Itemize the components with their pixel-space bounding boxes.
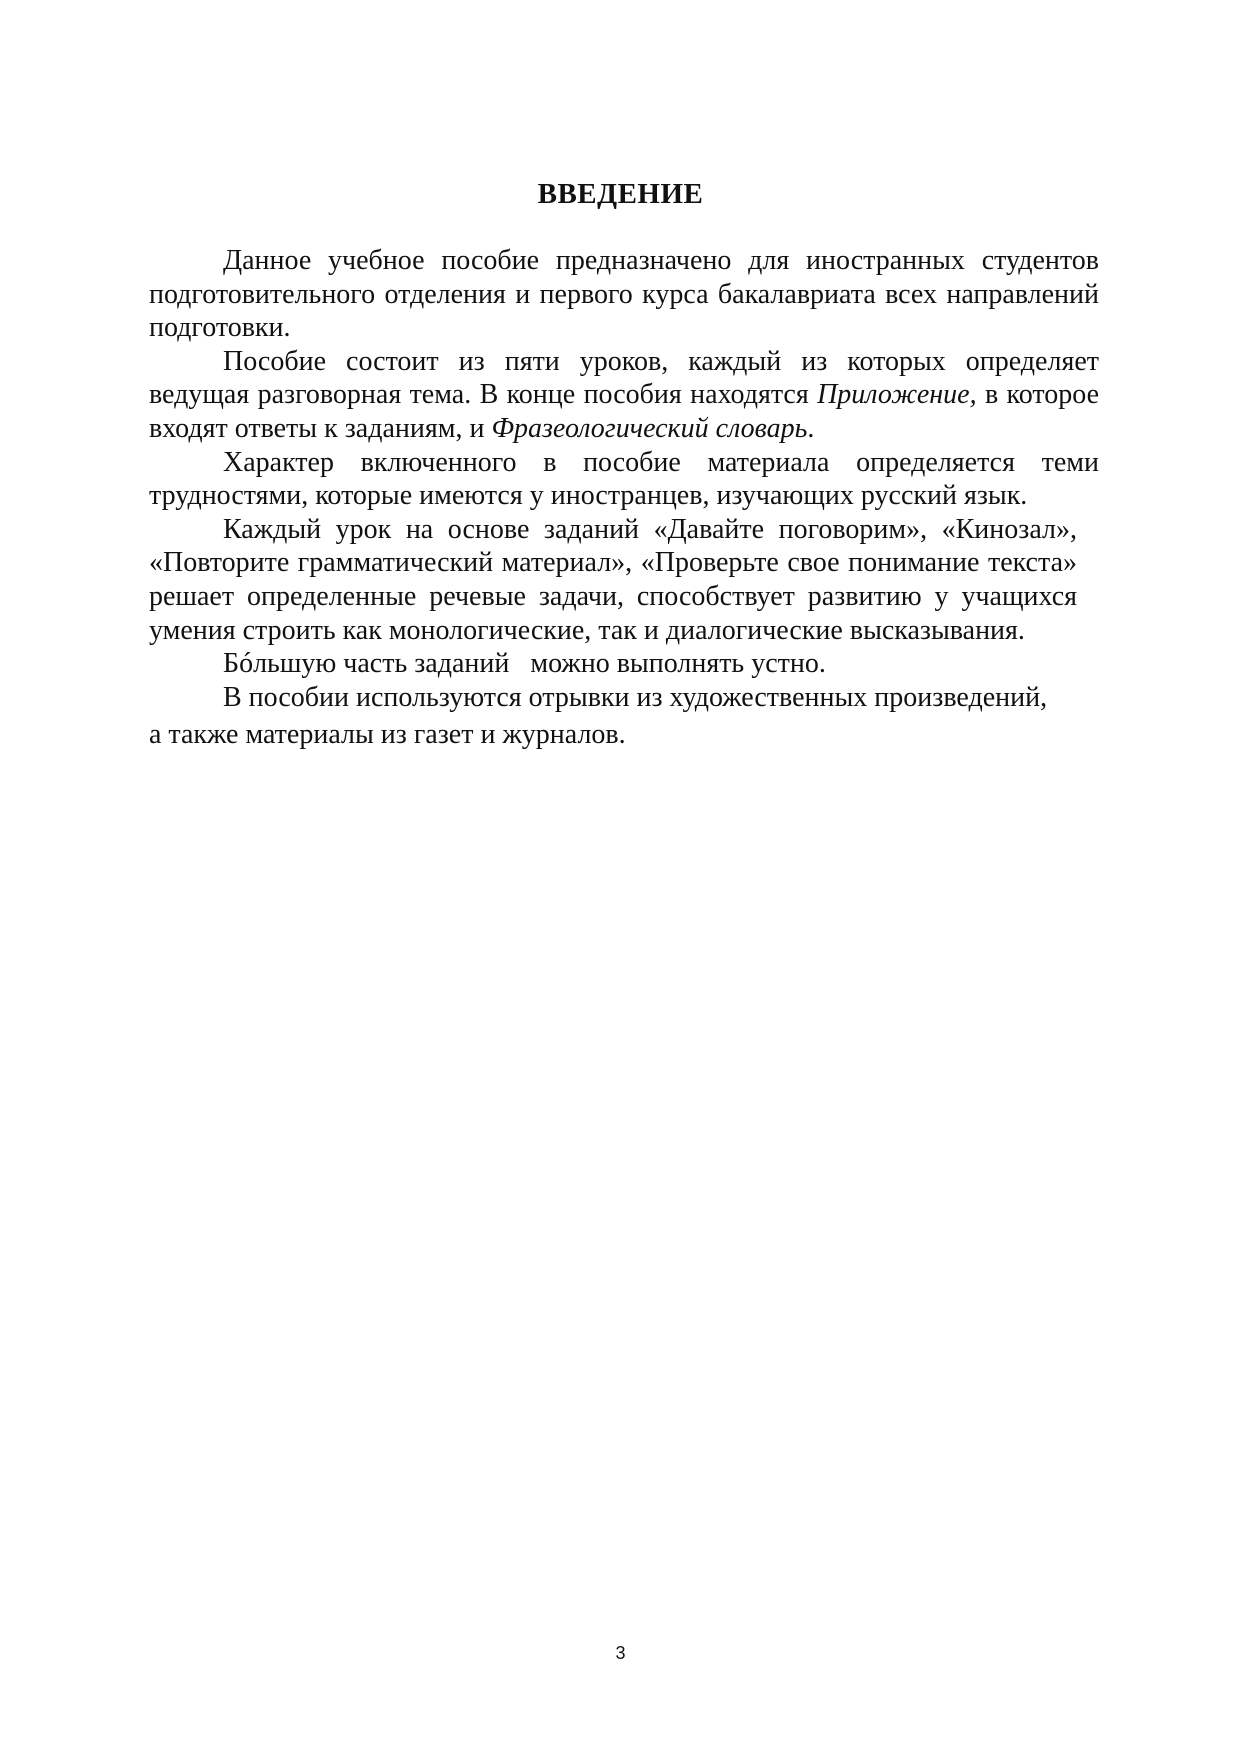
paragraph-material-character: Характер включенного в пособие материала определяется теми трудностями, которые имеются у иностранцев, изучающих русский язык. <box>149 446 1099 512</box>
appendix-reference: Приложение, <box>817 379 977 411</box>
paragraph-oral-tasks: Бóльшую часть заданий можно выполнять устно. <box>223 648 826 680</box>
page-title: ВВЕДЕНИЕ <box>537 178 704 210</box>
paragraph-lesson-tasks: Каждый урок на основе заданий «Давайте поговорим», «Кинозал», «Повторите грамматический материал», «Проверьте свое понимание текста» решает определенные речевые задачи, способствует развитию у учащихся умения строить как монологические, так и диалогические высказывания. <box>149 513 1077 646</box>
paragraph-structure-text-2: в которое входят ответы к заданиям, и <box>149 379 1099 444</box>
paragraph-structure-text-1: Пособие состоит из пяти уроков, каждый из которых определяет ведущая разговорная тема. В конце пособия находятся <box>149 345 1099 411</box>
page-number: 3 <box>615 1643 626 1663</box>
paragraph-structure <box>149 345 1099 446</box>
paragraph-structure-text-3: . <box>807 412 815 444</box>
phraseological-dictionary-reference: Фразеологический словарь <box>491 412 808 444</box>
paragraph-sources-line-1: В пособии используются отрывки из художественных произведений, <box>223 681 1048 713</box>
document-body <box>149 244 1099 752</box>
paragraph-sources-line-2: а также материалы из газет и журналов. <box>149 719 626 751</box>
paragraph-sources <box>149 681 1089 752</box>
paragraph-purpose: Данное учебное пособие предназначено для иностранных студентов подготовительного отделения и первого курса бакалавриата всех направлений подготовки. <box>149 245 1099 344</box>
